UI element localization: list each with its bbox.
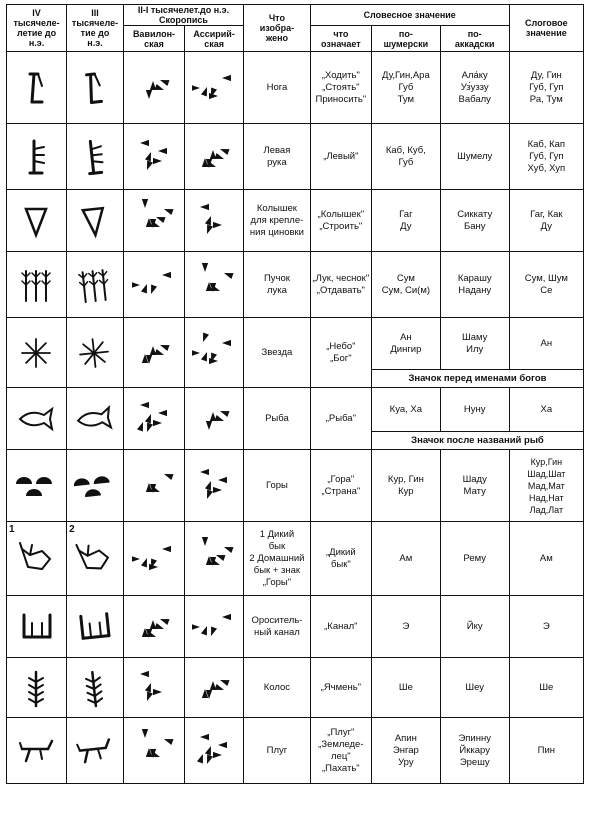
babylonian-sign-cell bbox=[123, 718, 184, 784]
depicted-line: Ороситель- bbox=[251, 614, 303, 626]
syllabic-line: Хуб, Хуп bbox=[527, 162, 566, 174]
depicted-line: Плуг bbox=[266, 744, 288, 756]
header-col-iv bbox=[7, 5, 67, 52]
pictograph-iv-cell bbox=[7, 450, 67, 522]
sumerian-cell bbox=[371, 522, 440, 596]
akkadian-line: Шаду bbox=[462, 473, 487, 485]
assyrian-sign-cell bbox=[185, 318, 244, 388]
depicted-cell bbox=[244, 658, 311, 718]
sumerian-cell bbox=[371, 52, 440, 124]
pictograph-iv-cell bbox=[7, 522, 67, 596]
depicted-line: рука bbox=[267, 156, 287, 168]
sumerian-line: Уру bbox=[398, 756, 414, 768]
sumerian-line: Сум, Си(м) bbox=[381, 284, 431, 296]
sumerian-line: Ан bbox=[400, 331, 412, 343]
akkadian-line: Шеу bbox=[465, 681, 485, 693]
meaning-line: лец" bbox=[331, 750, 351, 762]
pictograph-iv-glyph bbox=[16, 666, 58, 710]
depicted-line: для крепле- bbox=[250, 214, 304, 226]
syllabic-cell bbox=[509, 522, 583, 596]
pictograph-iii-cell bbox=[67, 450, 124, 522]
babylonian-sign-cell bbox=[123, 252, 184, 318]
akkadian-line: Илу bbox=[466, 343, 484, 355]
pictograph-iv-glyph bbox=[16, 397, 58, 441]
meaning-cell bbox=[310, 658, 371, 718]
header-col-iii-line: н.э. bbox=[87, 38, 103, 48]
assyrian-sign-cell bbox=[185, 522, 244, 596]
akkadian-line: Уз́уззу bbox=[460, 81, 489, 93]
akkadian-cell bbox=[440, 124, 509, 190]
variant-number: 1 bbox=[9, 524, 15, 535]
pictograph-iv-glyph bbox=[16, 605, 58, 649]
syllabic-cell bbox=[509, 388, 583, 432]
pictograph-iii-cell bbox=[67, 252, 124, 318]
variant-number: 2 bbox=[69, 524, 75, 535]
header-babylonian-line: ская bbox=[144, 38, 164, 49]
pictograph-iv-cell bbox=[7, 318, 67, 388]
syllabic-cell bbox=[509, 450, 583, 522]
depicted-line: 1 Дикий bbox=[259, 528, 295, 540]
depicted-line: ный канал bbox=[254, 626, 300, 638]
assyrian-sign-glyph bbox=[192, 135, 236, 179]
pictograph-iv-cell bbox=[7, 124, 67, 190]
depicted-cell bbox=[244, 190, 311, 252]
akkadian-line: Надану bbox=[458, 284, 492, 296]
assyrian-sign-glyph bbox=[192, 605, 236, 649]
header-col-iii-line: III bbox=[91, 8, 99, 18]
sumerian-line: Дингир bbox=[390, 343, 422, 355]
meaning-cell bbox=[310, 718, 371, 784]
depicted-line: бык bbox=[268, 540, 286, 552]
pictograph-iv-glyph bbox=[16, 66, 58, 110]
table-row bbox=[7, 190, 584, 252]
pictograph-iii-cell bbox=[67, 522, 124, 596]
header-babylonian-line: Вавилон- bbox=[132, 28, 176, 39]
header-depicted-line: Что bbox=[268, 13, 285, 23]
pictograph-iv-glyph bbox=[16, 331, 58, 375]
header-col-iii-line: тие до bbox=[80, 28, 110, 38]
depicted-line: 2 Домашний bbox=[249, 552, 305, 564]
meaning-line: „Гора" bbox=[327, 473, 355, 485]
header-meaning-line: что bbox=[333, 28, 349, 39]
header-meaning-line: означает bbox=[321, 38, 361, 49]
header-babylonian bbox=[123, 26, 184, 52]
header-col-ii-i bbox=[123, 5, 243, 26]
table-row bbox=[7, 658, 584, 718]
table-row bbox=[7, 596, 584, 658]
syllabic-line: Над,Нат bbox=[528, 492, 564, 503]
syllabic-cell bbox=[509, 596, 583, 658]
sign-note: Значок перед именами богов bbox=[371, 370, 583, 388]
akkadian-cell bbox=[440, 596, 509, 658]
syllabic-cell bbox=[509, 718, 583, 784]
syllabic-line: Сум, Шум bbox=[524, 272, 568, 284]
pictograph-iii-cell bbox=[67, 658, 124, 718]
sumerian-line: Ду,Гин,Ара bbox=[381, 69, 430, 81]
header-sumerian bbox=[371, 26, 440, 52]
header-syllabic-line: значение bbox=[525, 28, 567, 38]
meaning-line: „Ходить" bbox=[321, 69, 360, 81]
pictograph-iii-cell bbox=[67, 388, 124, 450]
akkadian-line: Бану bbox=[463, 220, 486, 232]
pictograph-iii-glyph bbox=[72, 196, 118, 244]
header-syllabic-line: Слоговое bbox=[525, 18, 568, 28]
meaning-line: „Дикий bbox=[326, 546, 356, 558]
akkadian-cell bbox=[440, 190, 509, 252]
meaning-line: „Земледе- bbox=[318, 738, 364, 750]
header-depicted-line: жено bbox=[265, 33, 289, 43]
meaning-line: „Плуг" bbox=[327, 726, 355, 738]
cuneiform-table bbox=[6, 4, 584, 784]
assyrian-sign-glyph bbox=[192, 263, 236, 307]
header-col-iv-line: IV bbox=[32, 8, 41, 18]
pictograph-iii-glyph bbox=[72, 461, 118, 509]
babylonian-sign-glyph bbox=[132, 397, 176, 441]
pictograph-iv-cell bbox=[7, 388, 67, 450]
header-akkadian-line: по- bbox=[467, 28, 482, 39]
pictograph-iii-glyph bbox=[72, 132, 118, 180]
sumerian-cell bbox=[371, 450, 440, 522]
depicted-cell bbox=[244, 450, 311, 522]
sumerian-line: Ду bbox=[400, 220, 412, 232]
akkadian-line: Шумелу bbox=[457, 150, 493, 162]
meaning-line: „Бог" bbox=[330, 352, 352, 364]
depicted-cell bbox=[244, 318, 311, 388]
sumerian-line: Губ bbox=[398, 156, 414, 168]
babylonian-sign-cell bbox=[123, 52, 184, 124]
pictograph-iv-glyph bbox=[16, 263, 58, 307]
depicted-cell bbox=[244, 522, 311, 596]
pictograph-iv-cell bbox=[7, 658, 67, 718]
akkadian-line: Вабалу bbox=[458, 93, 491, 105]
header-syllabic bbox=[509, 5, 583, 52]
sumerian-cell bbox=[371, 124, 440, 190]
assyrian-sign-cell bbox=[185, 596, 244, 658]
syllabic-line: Лад,Лат bbox=[529, 504, 564, 515]
sumerian-line: Куа, Ха bbox=[389, 403, 423, 415]
meaning-line: „Колышек" bbox=[317, 208, 365, 220]
assyrian-sign-cell bbox=[185, 658, 244, 718]
syllabic-line: Ра, Тум bbox=[529, 93, 563, 105]
syllabic-line: Каб, Кап bbox=[527, 138, 566, 150]
syllabic-line: Се bbox=[540, 284, 553, 296]
sumerian-line: Кур, Гин bbox=[387, 473, 424, 485]
header-col-ii-i-line: II-I тысячелет.до н.э. bbox=[137, 5, 230, 15]
assyrian-sign-cell bbox=[185, 190, 244, 252]
table-row bbox=[7, 124, 584, 190]
syllabic-line: Пин bbox=[537, 744, 556, 756]
meaning-line: „Отдавать" bbox=[316, 284, 365, 296]
depicted-cell bbox=[244, 388, 311, 450]
akkadian-cell bbox=[440, 522, 509, 596]
babylonian-sign-cell bbox=[123, 124, 184, 190]
sumerian-line: Энгар bbox=[392, 744, 419, 756]
header-assyrian-line: Ассирий- bbox=[193, 28, 235, 39]
pictograph-iii-glyph bbox=[72, 726, 118, 774]
header-col-ii-i-line: Скоропись bbox=[159, 15, 208, 25]
akkadian-line: Рему bbox=[463, 552, 486, 564]
meaning-cell bbox=[310, 52, 371, 124]
depicted-line: „Горы" bbox=[262, 576, 292, 588]
syllabic-cell bbox=[509, 124, 583, 190]
pictograph-iv-glyph bbox=[16, 537, 58, 581]
header-sumerian-line: по- bbox=[398, 28, 413, 39]
babylonian-sign-glyph bbox=[132, 331, 176, 375]
assyrian-sign-glyph bbox=[192, 464, 236, 508]
header-depicted-line: изобра- bbox=[259, 23, 295, 33]
pictograph-iii-glyph bbox=[72, 394, 118, 442]
depicted-line: Пучок bbox=[263, 272, 290, 284]
meaning-cell bbox=[310, 318, 371, 388]
babylonian-sign-cell bbox=[123, 450, 184, 522]
assyrian-sign-cell bbox=[185, 252, 244, 318]
akkadian-line: Ала́ку bbox=[461, 69, 488, 81]
assyrian-sign-cell bbox=[185, 52, 244, 124]
pictograph-iv-cell bbox=[7, 718, 67, 784]
assyrian-sign-cell bbox=[185, 450, 244, 522]
pictograph-iii-glyph bbox=[72, 260, 118, 308]
babylonian-sign-glyph bbox=[132, 464, 176, 508]
assyrian-sign-cell bbox=[185, 388, 244, 450]
depicted-line: лука bbox=[266, 284, 287, 296]
depicted-cell bbox=[244, 124, 311, 190]
pictograph-iii-cell bbox=[67, 190, 124, 252]
sumerian-line: Тум bbox=[397, 93, 415, 105]
sumerian-cell bbox=[371, 388, 440, 432]
table-row bbox=[7, 718, 584, 784]
header-col-iii-line: тысячеле- bbox=[71, 18, 119, 28]
meaning-line: „Стоять" bbox=[322, 81, 360, 93]
babylonian-sign-glyph bbox=[132, 729, 176, 773]
header-col-iv-line: н.э. bbox=[28, 38, 45, 48]
pictograph-iv-glyph bbox=[16, 199, 58, 243]
pictograph-iv-glyph bbox=[16, 464, 58, 508]
babylonian-sign-glyph bbox=[132, 537, 176, 581]
pictograph-iii-cell bbox=[67, 718, 124, 784]
depicted-line: бык + знак bbox=[253, 564, 301, 576]
sumerian-line: Сум bbox=[396, 272, 415, 284]
meaning-line: „Пахать" bbox=[322, 762, 360, 774]
meaning-line: „Лук, чеснок" bbox=[312, 272, 370, 284]
akkadian-line: Сиккату bbox=[457, 208, 493, 220]
depicted-line: Колос bbox=[263, 681, 291, 693]
header-sumerian-line: шумерски bbox=[383, 38, 429, 49]
assyrian-sign-glyph bbox=[192, 199, 236, 243]
depicted-line: Горы bbox=[265, 479, 288, 491]
meaning-cell bbox=[310, 388, 371, 450]
depicted-cell bbox=[244, 252, 311, 318]
akkadian-cell bbox=[440, 718, 509, 784]
syllabic-cell bbox=[509, 318, 583, 370]
header-depicted bbox=[244, 5, 311, 52]
akkadian-cell bbox=[440, 450, 509, 522]
meaning-line: „Левый" bbox=[323, 150, 359, 162]
header-col-iv-line: тысячеле- bbox=[13, 18, 60, 28]
babylonian-sign-glyph bbox=[132, 199, 176, 243]
table-row bbox=[7, 450, 584, 522]
syllabic-line: Ше bbox=[539, 681, 554, 693]
sumerian-line: Э bbox=[402, 620, 410, 632]
assyrian-sign-glyph bbox=[192, 537, 236, 581]
sign-note: Значок после названий рыб bbox=[371, 432, 583, 450]
depicted-line: Колышек bbox=[256, 202, 297, 214]
meaning-line: бык" bbox=[330, 558, 351, 570]
meaning-line: „Страна" bbox=[321, 485, 361, 497]
sumerian-line: Каб, Куб, bbox=[385, 144, 426, 156]
pictograph-iv-cell bbox=[7, 52, 67, 124]
pictograph-iii-glyph bbox=[72, 602, 118, 650]
sumerian-line: Ше bbox=[398, 681, 413, 693]
syllabic-line: Э bbox=[542, 620, 550, 632]
babylonian-sign-cell bbox=[123, 388, 184, 450]
assyrian-sign-glyph bbox=[192, 331, 236, 375]
babylonian-sign-glyph bbox=[132, 263, 176, 307]
depicted-cell bbox=[244, 596, 311, 658]
assyrian-sign-glyph bbox=[192, 666, 236, 710]
akkadian-cell bbox=[440, 252, 509, 318]
table-row bbox=[7, 318, 584, 370]
table-row bbox=[7, 252, 584, 318]
assyrian-sign-cell bbox=[185, 124, 244, 190]
meaning-line: „Небо" bbox=[326, 340, 356, 352]
syllabic-line: Мад,Мат bbox=[527, 480, 565, 491]
babylonian-sign-cell bbox=[123, 658, 184, 718]
depicted-line: ния циновки bbox=[249, 226, 304, 238]
header-col-iii bbox=[67, 5, 124, 52]
meaning-cell bbox=[310, 252, 371, 318]
akkadian-line: Шаму bbox=[462, 331, 488, 343]
meaning-line: „Строить" bbox=[319, 220, 363, 232]
depicted-cell bbox=[244, 718, 311, 784]
table-row bbox=[7, 52, 584, 124]
akkadian-line: Нуну bbox=[463, 403, 486, 415]
header-verbal: Словесное значение bbox=[310, 5, 509, 26]
syllabic-cell bbox=[509, 52, 583, 124]
meaning-cell bbox=[310, 124, 371, 190]
babylonian-sign-cell bbox=[123, 190, 184, 252]
sumerian-line: Кур bbox=[398, 485, 414, 497]
header-meaning bbox=[310, 26, 371, 52]
babylonian-sign-glyph bbox=[132, 135, 176, 179]
akkadian-cell bbox=[440, 658, 509, 718]
header-akkadian bbox=[440, 26, 509, 52]
pictograph-iii-glyph bbox=[72, 328, 118, 376]
assyrian-sign-cell bbox=[185, 718, 244, 784]
syllabic-line: Ха bbox=[540, 403, 553, 415]
akkadian-line: Йку bbox=[466, 620, 483, 632]
pictograph-iii-cell bbox=[67, 596, 124, 658]
syllabic-line: Шад,Шат bbox=[527, 468, 566, 479]
syllabic-cell bbox=[509, 252, 583, 318]
akkadian-line: Йккару bbox=[459, 744, 490, 756]
syllabic-line: Гаг, Как bbox=[530, 208, 563, 220]
akkadian-line: Карашу bbox=[457, 272, 492, 284]
depicted-line: Левая bbox=[263, 144, 291, 156]
pictograph-iii-cell bbox=[67, 52, 124, 124]
akkadian-cell bbox=[440, 52, 509, 124]
sumerian-cell bbox=[371, 718, 440, 784]
depicted-line: Звезда bbox=[261, 346, 293, 358]
depicted-line: Рыба bbox=[265, 412, 289, 424]
table-row bbox=[7, 388, 584, 432]
meaning-line: „Канал" bbox=[324, 620, 358, 632]
babylonian-sign-cell bbox=[123, 522, 184, 596]
syllabic-line: Ам bbox=[539, 552, 553, 564]
assyrian-sign-glyph bbox=[192, 397, 236, 441]
assyrian-sign-glyph bbox=[192, 729, 236, 773]
assyrian-sign-glyph bbox=[192, 66, 236, 110]
syllabic-line: Губ, Гуп bbox=[529, 150, 564, 162]
header-assyrian bbox=[185, 26, 244, 52]
pictograph-iii-cell bbox=[67, 124, 124, 190]
syllabic-line: Кур,Гин bbox=[530, 456, 563, 467]
meaning-cell bbox=[310, 522, 371, 596]
pictograph-iv-cell bbox=[7, 252, 67, 318]
akkadian-line: Эпинну bbox=[458, 732, 491, 744]
sumerian-line: Гаг bbox=[399, 208, 413, 220]
meaning-cell bbox=[310, 450, 371, 522]
pictograph-iv-glyph bbox=[16, 135, 58, 179]
meaning-line: „Ячмень" bbox=[320, 681, 362, 693]
akkadian-line: Эрешу bbox=[459, 756, 490, 768]
sumerian-cell bbox=[371, 190, 440, 252]
syllabic-cell bbox=[509, 658, 583, 718]
akkadian-cell bbox=[440, 388, 509, 432]
header-col-iv-line: летие до bbox=[16, 28, 57, 38]
sumerian-cell bbox=[371, 658, 440, 718]
sumerian-cell bbox=[371, 596, 440, 658]
header-assyrian-line: ская bbox=[204, 38, 224, 49]
pictograph-iv-cell bbox=[7, 190, 67, 252]
header-akkadian-line: аккадски bbox=[454, 38, 495, 49]
pictograph-iv-cell bbox=[7, 596, 67, 658]
syllabic-line: Ду, Гин bbox=[530, 69, 562, 81]
depicted-line: Нога bbox=[266, 81, 288, 93]
sumerian-line: Губ bbox=[398, 81, 414, 93]
babylonian-sign-glyph bbox=[132, 605, 176, 649]
pictograph-iv-glyph bbox=[16, 729, 58, 773]
akkadian-line: Мату bbox=[463, 485, 486, 497]
table-row bbox=[7, 522, 584, 596]
syllabic-line: Губ, Гуп bbox=[529, 81, 564, 93]
babylonian-sign-cell bbox=[123, 596, 184, 658]
babylonian-sign-glyph bbox=[132, 66, 176, 110]
sumerian-line: Ам bbox=[399, 552, 413, 564]
babylonian-sign-cell bbox=[123, 318, 184, 388]
pictograph-iii-cell bbox=[67, 318, 124, 388]
syllabic-line: Ан bbox=[540, 337, 553, 349]
sumerian-cell bbox=[371, 318, 440, 370]
meaning-cell bbox=[310, 190, 371, 252]
meaning-line: Приносить" bbox=[315, 93, 367, 105]
sumerian-cell bbox=[371, 252, 440, 318]
syllabic-cell bbox=[509, 190, 583, 252]
syllabic-line: Ду bbox=[540, 220, 553, 232]
babylonian-sign-glyph bbox=[132, 666, 176, 710]
meaning-line: „Рыба" bbox=[325, 412, 356, 424]
pictograph-iii-glyph bbox=[72, 534, 118, 582]
depicted-cell bbox=[244, 52, 311, 124]
akkadian-cell bbox=[440, 318, 509, 370]
pictograph-iii-glyph bbox=[72, 663, 118, 711]
pictograph-iii-glyph bbox=[72, 63, 118, 111]
meaning-cell bbox=[310, 596, 371, 658]
sumerian-line: Апин bbox=[394, 732, 417, 744]
